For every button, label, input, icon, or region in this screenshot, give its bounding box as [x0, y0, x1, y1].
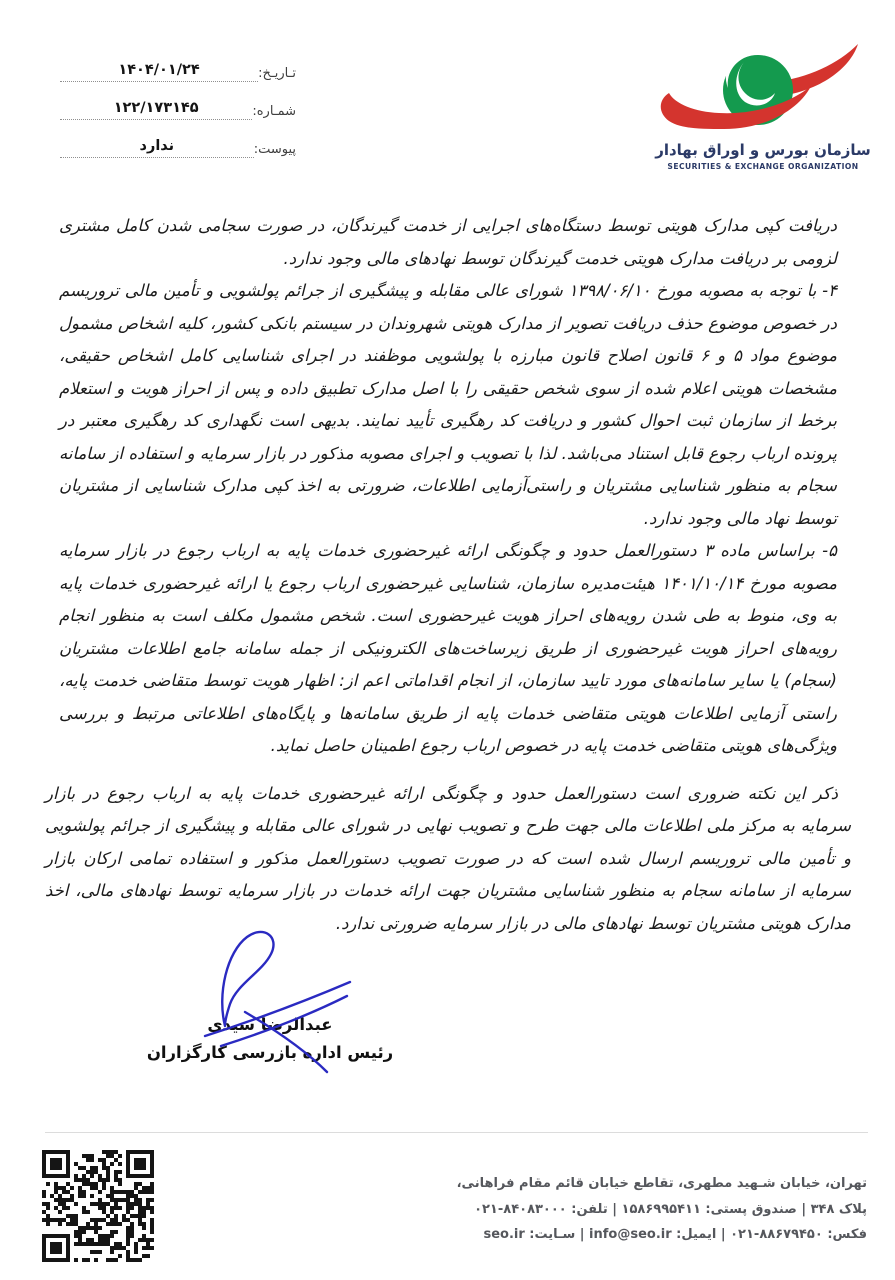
address-line-1: تهران، خیابان شـهید مطهری، تقاطع خیابان قائم مقام فراهانی،	[456, 1176, 867, 1191]
meta-row-number	[58, 95, 296, 120]
address-line-2-text: پلاک ۳۴۸ | صندوق پستی: ۱۵۸۶۹۹۵۴۱۱ | تلفن:	[566, 1201, 867, 1217]
footer-divider	[45, 1132, 868, 1133]
signer-title: رئیس اداره بازرسی کارگزاران	[146, 1043, 394, 1062]
org-name-fa: سازمان بورس و اوراق بهادار	[655, 141, 871, 159]
fax-number: ۰۲۱-۸۸۶۷۹۴۵۰	[730, 1227, 823, 1242]
meta-row-date	[58, 57, 296, 82]
letterhead-meta	[58, 57, 296, 171]
address-line-2	[457, 1197, 867, 1223]
number-label: شمـاره:	[252, 104, 296, 119]
signature-block	[115, 1011, 425, 1067]
date-label: تـاریـخ:	[258, 66, 296, 81]
site-url: seo.ir	[483, 1227, 525, 1242]
site-label: | سـایت:	[524, 1227, 590, 1242]
footer-address	[457, 1171, 867, 1248]
signer-name: عبدالرضا سیدی	[207, 1015, 333, 1034]
paragraph-closing: ذکر این نکته ضروری است دستورالعمل حدود و چگونگی ارائه غیرحضوری خدمات پایه به ارباب رجوع در بازار سرمایه به مرکز ملی اطلاعات مالی جهت طرح و تصویب نهایی در شورای عالی مقابله و پیشگیری از جرائم پولشویی و تأمین مالی تروریسم ارسال شده است که در صورت تصویب دستورالعمل مذکور و استفاده تمامی ارکان بازار سرمایه از سامانه سجام به منظور شناسایی مشتریان جهت ارائه خدمات در بازار سرمایه توسط نهادهای مالی، اخذ مدارک هویتی مشتریان توسط نهادهای مالی در بازار سرمایه ضرورتی ندارد.	[45, 783, 851, 933]
phone-number: ۰۲۱-۸۴۰۸۳۰۰۰	[474, 1201, 567, 1217]
email-label: | ایمیل:	[671, 1227, 731, 1242]
email-address: info@seo.ir	[589, 1227, 672, 1242]
attachment-value: ندارد	[60, 138, 254, 158]
date-value: ۱۴۰۴/۰۱/۲۴	[60, 62, 258, 82]
paragraph-continuation: دریافت کپی مدارک هویتی توسط دستگاه‌های اجرایی از خدمت گیرندگان، در صورت سجامی شدن کامل مشتری لزومی بر دریافت مدارک هویتی خدمت گیرندگان توسط نهادهای مالی وجود ندارد.	[59, 216, 837, 268]
seo-logo	[655, 40, 871, 171]
globe-ring-icon	[656, 40, 870, 140]
address-line-3	[457, 1222, 867, 1248]
attachment-label: پیوست:	[253, 142, 296, 157]
meta-row-attachment	[58, 133, 296, 158]
qr-code	[42, 1150, 154, 1262]
number-value: ۱۲۲/۱۷۳۱۴۵	[60, 100, 252, 120]
letter-body	[45, 210, 851, 940]
org-name-en: SECURITIES & EXCHANGE ORGANIZATION	[667, 162, 859, 171]
paragraph-item-4: ۴- با توجه به مصوبه مورخ ۱۳۹۸/۰۶/۱۰ شورای عالی مقابله و پیشگیری از جرائم پولشویی و تأمین مالی تروریسم در خصوص موضوع حذف دریافت تصویر از مدارک هویتی شهروندان در سیستم بانکی کشور، کلیه اشخاص مشمول موضوع مواد ۵ و ۶ قانون اصلاح قانون مبارزه با پولشویی موظفند در اجرای شناسایی کامل اشخاص حقیقی، مشخصات هویتی اعلام شده از سوی شخص حقیقی را با اصل مدارک تطبیق داده و پس از احراز هویت و استعلام برخط از سازمان ثبت احوال کشور و دریافت کد رهگیری تأیید نمایند. بدیهی است نگهداری کد رهگیری معتبر در پرونده ارباب رجوع قابل استناد می‌باشد. لذا با تصویب و اجرای مصوبه مذکور در بازار سرمایه و استفاده از سامانه سجام به منظور شناسایی مشتریان و راستی‌آزمایی اطلاعات، ضرورتی به اخذ کپی مدارک شناسایی از مشتریان توسط نهاد مالی وجود ندارد.	[59, 281, 838, 528]
fax-label: فکس:	[822, 1227, 867, 1242]
paragraph-item-5: ۵- براساس ماده ۳ دستورالعمل حدود و چگونگی ارائه غیرحضوری خدمات پایه به ارباب رجوع در بازار سرمایه مصوبه مورخ ۱۴۰۱/۱۰/۱۴ هیئت‌مدیره سازمان، شناسایی غیرحضوری ارباب رجوع یا ارائه غیرحضوری خدمات پایه به وی، منوط به طی شدن رویه‌های احراز هویت غیرحضوری است. شخص مشمول مکلف است به منظور انجام رویه‌های احراز هویت غیرحضوری از طریق زیرساخت‌های الکترونیکی از جمله سامانه جامع اطلاعات مشتریان (سجام) یا سایر سامانه‌های مورد تایید سازمان، از انجام اقداماتی اعم از: اظهار هویت توسط متقاضی خدمت پایه، راستی آزمایی اطلاعات هویتی متقاضی خدمات پایه از طریق سامانه‌ها و پایگاه‌های اطلاعاتی مرتبط و بررسی ویژگی‌های هویتی متقاضی خدمت پایه در خصوص ارباب رجوع اطمینان حاصل نماید.	[59, 541, 837, 755]
